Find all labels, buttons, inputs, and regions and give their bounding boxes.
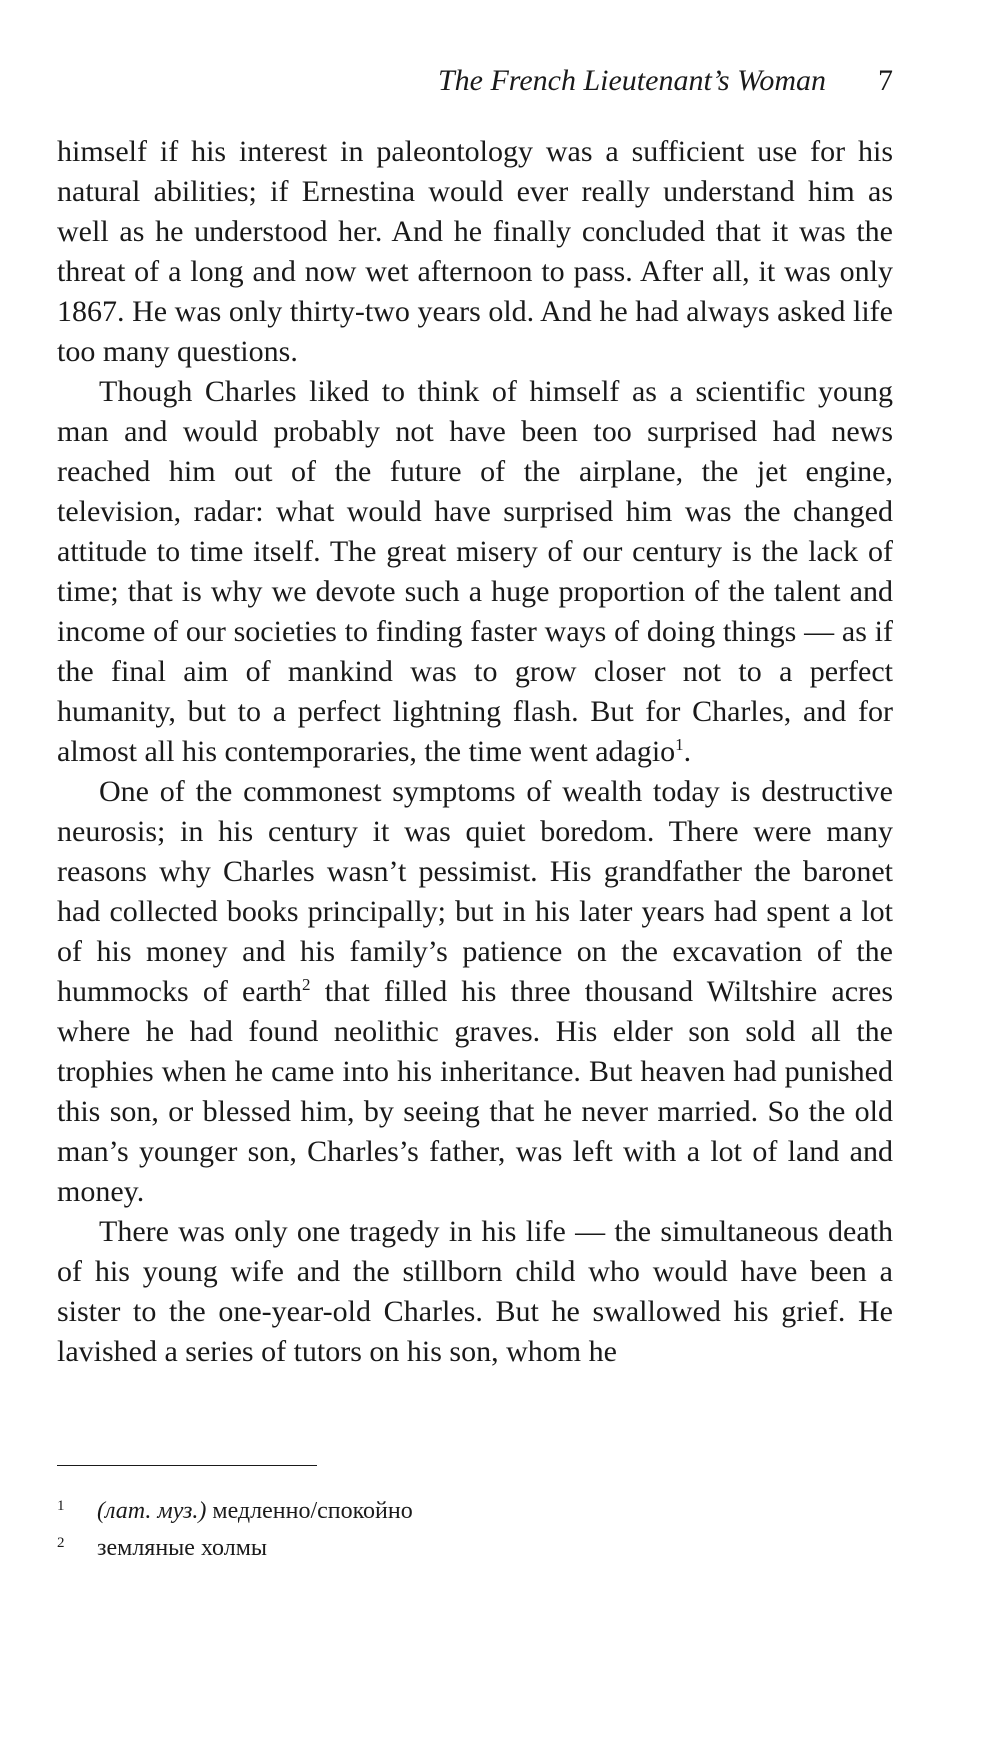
paragraph-1 (57, 132, 893, 372)
paragraph-2 (57, 372, 893, 772)
footnote-content (97, 1531, 267, 1565)
paragraph-3 (57, 772, 893, 1212)
footnote-number: 1 (57, 1498, 65, 1514)
page-number: 7 (878, 64, 893, 97)
footnote-text: медленно/спокойно (206, 1498, 413, 1524)
footnote-text: земляные холмы (97, 1535, 268, 1561)
running-title: The French Lieutenant’s Woman (437, 64, 826, 97)
footnote-ref-2: 2 (302, 975, 311, 994)
footnote-content (97, 1494, 413, 1528)
paragraph-3-text-b: that filled his three thousand Wiltshire acres where he had found neolithic graves. His elder son sold all the trophies when he came into his inheritance. But heaven had punished this son, or blessed him, by seeing that he never married. So the old man’s younger son, Charles’s father, was left with a lot of land and money. (57, 975, 894, 1208)
body-text (57, 132, 893, 1372)
paragraph-3-text-a: One of the commonest symptoms of wealth today is destructive neurosis; in his century it was quiet boredom. There were many reasons why Charles wasn’t pessimist. His grandfather the baronet had collected books principally; but in his later years had spent a lot of his money and his family’s patience on the excavation of the hummocks of earth (57, 775, 893, 1008)
footnote-number: 2 (57, 1535, 65, 1551)
paragraph-4 (57, 1212, 893, 1372)
paragraph-2-end: . (683, 735, 692, 768)
paragraph-4-text: There was only one tragedy in his life — the simultaneous death of his young wife and the stillborn child who would have been a sister to the one-year-old Charles. But he swallowed his grief. He lavished a series of tutors on his son, whom he (57, 1215, 893, 1368)
running-head (0, 66, 893, 96)
footnotes (57, 1494, 893, 1568)
footnote-ref-1: 1 (675, 735, 684, 754)
footnote-rule (57, 1465, 317, 1466)
paragraph-2-text: Though Charles liked to think of himself as a scientific young man and would probably not have been too surprised had news reached him out of the future of the airplane, the jet engine, television, radar: what would have surprised him was the changed attitude to time itself. The great misery of our century is the lack of time; that is why we devote such a huge proportion of the talent and income of our societies to finding faster ways of doing things — as if the final aim of mankind was to grow closer not to a perfect humanity, but to a perfect lightning flash. But for Charles, and for almost all his contemporaries, the time went adagio (57, 375, 893, 768)
footnote-label: (лат. муз.) (97, 1498, 207, 1524)
footnote-2 (57, 1531, 893, 1568)
footnote-1 (57, 1494, 893, 1531)
paragraph-1-text: himself if his interest in paleontology was a sufficient use for his natural abilities; if Ernestina would ever really understand him as well as he understood her. And he finally concluded that it was the threat of a long and now wet afternoon to pass. After all, it was only 1867. He was only thirty-two years old. And he had always asked life too many questions. (57, 135, 893, 368)
